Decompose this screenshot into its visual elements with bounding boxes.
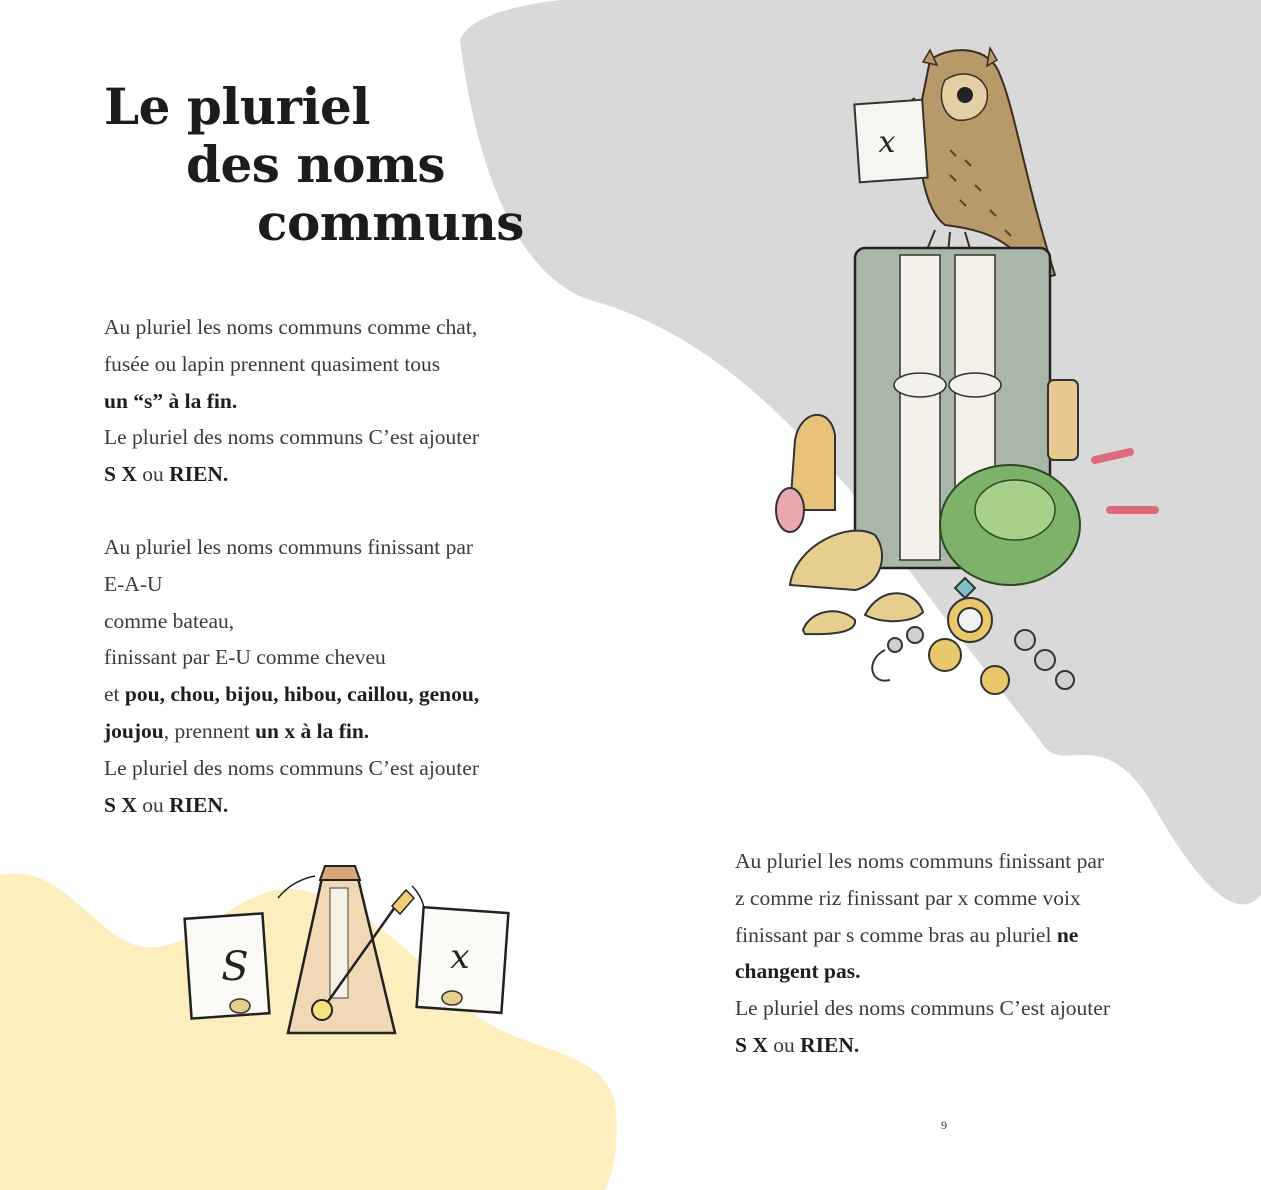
paragraph-line: Le pluriel des noms communs C’est ajouter bbox=[735, 996, 1110, 1021]
owl-icon bbox=[908, 48, 1056, 280]
title-line-3: communs bbox=[257, 193, 524, 252]
paragraph-line bbox=[104, 787, 479, 824]
plain-text: finissant par s comme bras au pluriel bbox=[735, 922, 1057, 947]
bold-text: ne bbox=[1056, 922, 1079, 947]
metronome-icon bbox=[278, 866, 425, 1033]
bold-text: S X bbox=[104, 792, 137, 817]
paragraph-3 bbox=[735, 843, 1110, 1064]
title-line-1: Le pluriel bbox=[104, 77, 370, 136]
plain-text: , prennent bbox=[163, 718, 256, 743]
paragraph-line: comme bateau, bbox=[104, 608, 235, 633]
card-letter: x bbox=[878, 125, 896, 160]
bold-text: S X bbox=[104, 462, 137, 487]
bold-text: S X bbox=[735, 1032, 768, 1057]
paragraph-2 bbox=[104, 529, 479, 823]
lettuce bbox=[940, 465, 1080, 585]
paragraph-line bbox=[735, 953, 1110, 990]
paragraph-line bbox=[735, 1027, 1110, 1064]
paragraph-line: Au pluriel les noms communs comme chat, bbox=[104, 315, 478, 339]
paragraph-line bbox=[104, 676, 479, 713]
bold-text: un “s” à la fin. bbox=[104, 388, 238, 413]
card-left-letter: S bbox=[221, 944, 249, 990]
paragraph-1 bbox=[104, 309, 479, 493]
bold-text: un x à la fin. bbox=[255, 718, 370, 743]
toy-horse bbox=[776, 415, 835, 532]
plain-text: ou bbox=[767, 1032, 801, 1057]
plain-text: ou bbox=[136, 462, 170, 487]
letter-card bbox=[854, 100, 927, 183]
paragraph-line: finissant par E-U comme cheveu bbox=[104, 645, 386, 670]
page-title bbox=[104, 78, 524, 252]
bold-text: changent pas. bbox=[735, 959, 861, 984]
metronome-illustration bbox=[180, 858, 520, 1043]
paragraph-line bbox=[104, 713, 479, 750]
bold-text: RIEN. bbox=[169, 792, 229, 817]
title-line-2: des noms bbox=[186, 135, 446, 194]
paragraph-line: fusée ou lapin prennent quasiment tous bbox=[104, 351, 441, 376]
paragraph-line: E-A-U bbox=[104, 571, 163, 596]
bold-text: joujou bbox=[104, 718, 164, 743]
plain-text: et bbox=[104, 682, 125, 707]
paragraph-line: Le pluriel des noms communs C’est ajouter bbox=[104, 425, 479, 450]
bold-text: RIEN. bbox=[169, 462, 229, 487]
card-x bbox=[417, 907, 509, 1013]
paragraph-line: Au pluriel les noms communs finissant par bbox=[735, 849, 1105, 873]
page-number: 9 bbox=[941, 1118, 947, 1132]
bold-text: pou, chou, bijou, hibou, caillou, genou, bbox=[124, 682, 480, 707]
paragraph-line bbox=[104, 456, 479, 493]
owl-xray-illustration bbox=[765, 40, 1165, 720]
paragraph-line bbox=[104, 383, 479, 420]
paragraph-line: Au pluriel les noms communs finissant par bbox=[104, 535, 474, 559]
bold-text: RIEN. bbox=[800, 1032, 860, 1057]
card-right-letter: x bbox=[450, 937, 470, 977]
paragraph-line bbox=[735, 917, 1110, 954]
card-s bbox=[185, 913, 270, 1018]
paragraph-line: Le pluriel des noms communs C’est ajouter bbox=[104, 755, 479, 780]
plain-text: ou bbox=[136, 792, 170, 817]
paragraph-line: z comme riz finissant par x comme voix bbox=[735, 885, 1081, 910]
